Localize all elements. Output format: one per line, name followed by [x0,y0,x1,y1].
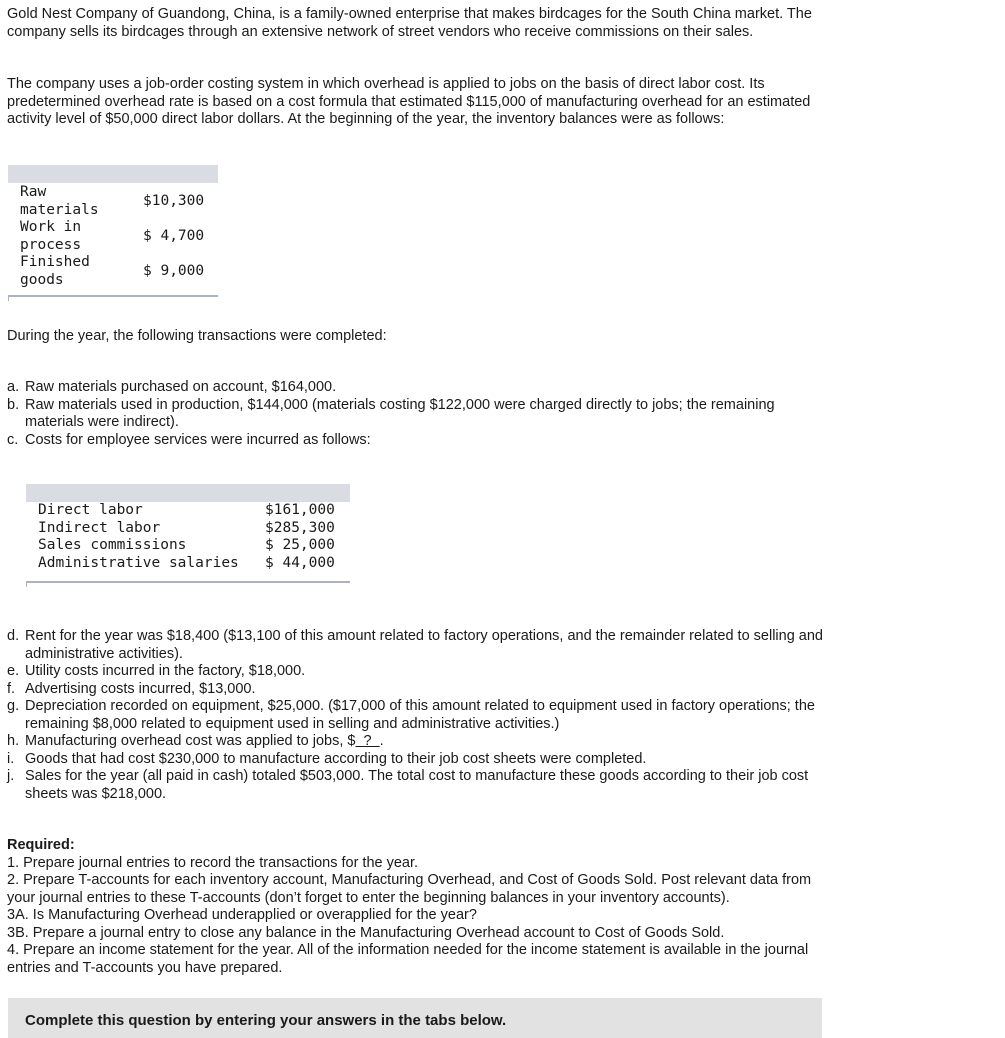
item-text: Utility costs incurred in the factory, $18,000. [25,663,306,679]
list-item [7,379,837,397]
inventory-value: $ 9,000 [143,263,205,279]
item-text: Depreciation recorded on equipment, $25,000. ($17,000 of this amount related to equipment used in factory operations; the remaining $8,000 related to equipment used in selling and administrative activities.) [25,698,815,732]
table-divider [8,295,218,297]
table-divider-tick [8,295,9,301]
list-item [7,397,837,432]
required-item: 2. Prepare T-accounts for each inventory account, Manufacturing Overhead, and Cost of Goods Sold. Post relevant data from your journal entries to these T-accounts (don’t forget to enter the beginning balances in your inventory accounts). [7,872,812,906]
required-title: Required: [7,837,75,853]
required-section [7,837,837,977]
required-item: 1. Prepare journal entries to record the transactions for the year. [7,854,419,871]
transactions-intro: During the year, the following transactions were completed: [7,328,387,344]
transactions-list-1 [7,379,837,449]
table-row [26,537,350,555]
item-marker: b. [7,396,20,413]
inventory-value: $10,300 [143,193,205,209]
labor-label: Sales commissions [38,537,187,553]
required-item: 4. Prepare an income statement for the year. All of the information needed for the income statement is available in the journal entries and T-accounts you have prepared. [7,942,809,976]
inventory-balances-table [8,165,218,288]
item-text: Costs for employee services were incurred as follows: [25,431,371,448]
list-item [7,681,837,699]
inventory-label: Work in process [20,219,90,253]
table-row [8,253,218,288]
table-divider [26,581,350,583]
labor-value: $161,000 [265,502,335,518]
table-row [8,183,218,218]
table-header [26,484,350,502]
item-marker: c. [7,431,19,448]
list-item [7,628,837,663]
item-text: Raw materials used in production, $144,000 (materials costing $122,000 were charged directly to jobs; the remaining materials were indirect). [25,396,775,430]
item-marker: i. [7,750,15,767]
labor-label: Direct labor [38,502,143,518]
list-item [7,432,837,450]
inventory-label: Raw materials [20,184,99,218]
item-marker: g. [7,698,20,714]
employee-costs-table [26,484,350,572]
labor-label: Indirect labor [38,519,161,536]
item-marker: a. [7,379,20,395]
list-item [7,751,837,769]
table-divider-tick [26,581,27,587]
item-marker: h. [7,733,20,749]
item-text: Advertising costs incurred, $13,000. [25,680,256,697]
item-text: Sales for the year (all paid in cash) totaled $503,000. The total cost to manufacture these goods according to their job cost sheets was $218,000. [25,768,809,802]
item-text-after: . [379,733,384,749]
table-row [26,502,350,520]
inventory-label: Finished goods [20,254,99,288]
labor-value: $ 25,000 [265,537,335,553]
item-marker: f. [7,680,16,697]
banner-text: Complete this question by entering your answers in the tabs below. [25,1012,507,1029]
table-row [26,555,350,573]
transactions-list-2 [7,628,837,803]
inventory-value: $ 4,700 [143,228,205,244]
answer-blank: ? [355,733,380,749]
item-marker: d. [7,628,20,644]
intro-paragraph-2: The company uses a job-order costing system in which overhead is applied to jobs on the basis of direct labor cost. Its predetermined overhead rate is based on a cost formula that estimated $115,000 of manufacturing overhead for an estimated activity level of $50,000 direct labor dollars. At the beginning of the year, the inventory balances were as follows: [7,76,811,127]
labor-value: $ 44,000 [265,554,335,571]
labor-label: Administrative salaries [38,554,239,571]
answer-tabs-banner [8,998,822,1038]
list-item [7,733,837,751]
item-marker: e. [7,663,20,679]
table-row [26,520,350,538]
item-text: Raw materials purchased on account, $164,000. [25,379,337,395]
required-item: 3B. Prepare a journal entry to close any balance in the Manufacturing Overhead account to Cost of Goods Sold. [7,924,725,941]
list-item [7,663,837,681]
item-text: Goods that had cost $230,000 to manufacture according to their job cost sheets were completed. [25,750,647,767]
item-text: Rent for the year was $18,400 ($13,100 of this amount related to factory operations, and the remainder related to selling and administrative activities). [25,628,823,662]
intro-paragraph-1: Gold Nest Company of Guandong, China, is a family-owned enterprise that makes birdcages for the South China market. The company sells its birdcages through an extensive network of street vendors who receive commissions on their sales. [7,6,812,40]
table-header [8,165,218,183]
list-item [7,698,837,733]
labor-value: $285,300 [265,519,335,536]
list-item [7,768,837,803]
item-text: Manufacturing overhead cost was applied to jobs, $ [25,733,356,749]
item-marker: j. [7,768,15,784]
required-item: 3A. Is Manufacturing Overhead underapplied or overapplied for the year? [7,907,477,923]
table-row [8,218,218,253]
